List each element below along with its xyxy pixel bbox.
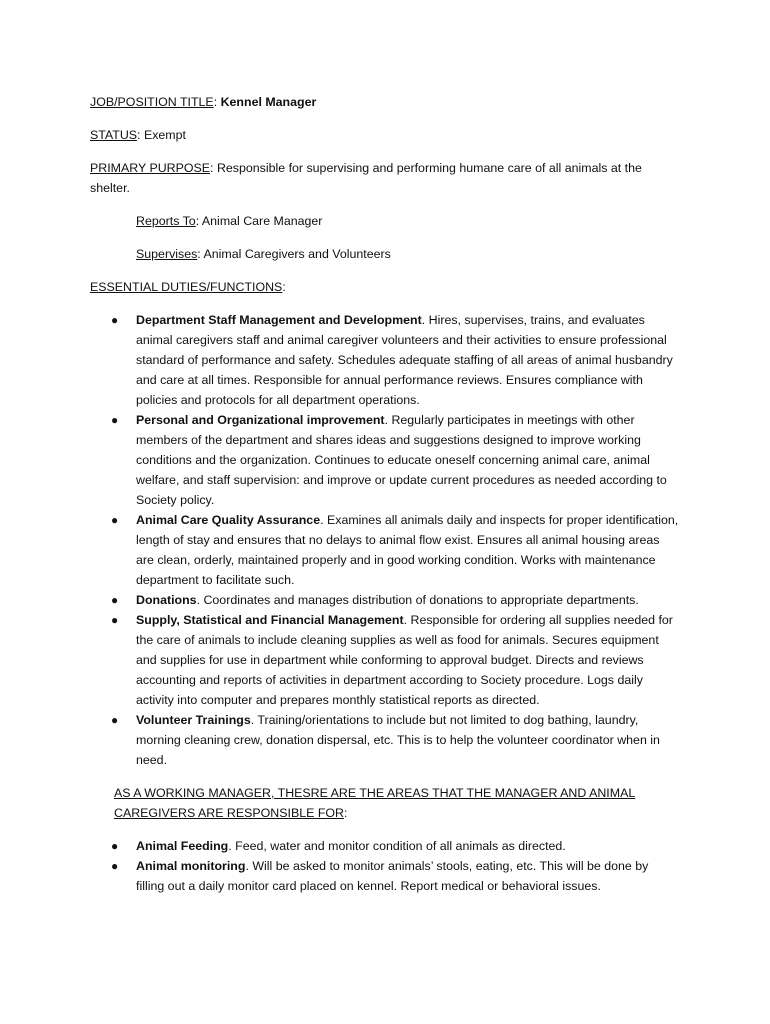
- primary-purpose-text: Responsible for supervising and performing humane care of all animals at the shelter.: [90, 161, 642, 195]
- duty-title: Animal monitoring: [136, 859, 246, 873]
- duty-title: Volunteer Trainings: [136, 713, 251, 727]
- job-title-line: JOB/POSITION TITLE: Kennel Manager: [90, 95, 317, 109]
- primary-purpose: PRIMARY PURPOSE: Responsible for supervising and performing humane care of all animals at the shelter.: [90, 161, 642, 195]
- reports-to-line: Reports To: Animal Care Manager: [136, 214, 323, 228]
- status-line: STATUS: Exempt: [90, 128, 186, 142]
- list-item: ● Animal Care Quality Assurance. Examines all animals daily and inspects for proper identification, length of stay and ensures that no delays to animal flow exist. Ensures all animal housing areas are clean, orderly, maintained properly and in good working condition. Works with maintenance department to facilitate such.: [90, 510, 680, 590]
- duty-title: Department Staff Management and Development: [136, 313, 422, 327]
- duty-text: Feed, water and monitor condition of all animals as directed.: [235, 839, 566, 853]
- bullet-icon: ●: [111, 593, 119, 607]
- duty-text: Responsible for ordering all supplies needed for the care of animals to include cleaning supplies as well as food for animals. Secures equipment and supplies for use in department while conforming to approval budget. Directs and reviews accounting and reports of activities in department according to Society procedure. Logs daily activity into computer and prepares monthly statistical reports as directed.: [136, 613, 673, 707]
- bullet-icon: ●: [111, 859, 119, 873]
- bullet-icon: ●: [111, 413, 119, 427]
- primary-purpose-label: PRIMARY PURPOSE: [90, 161, 211, 175]
- working-manager-label: AS A WORKING MANAGER, THESRE ARE THE AREAS THAT THE MANAGER AND ANIMAL CAREGIVERS ARE RESPONSIBLE FOR: [114, 786, 636, 820]
- bullet-icon: ●: [111, 613, 119, 627]
- duty-text: Regularly participates in meetings with other members of the department and shares ideas and suggestions designed to improve working conditions and the organization. Continues to educate oneself concerning animal care, animal welfare, and staff supervision: and improve or update current procedures as needed according to Society policy.: [136, 413, 667, 507]
- duty-title: Donations: [136, 593, 197, 607]
- list-item: ● Personal and Organizational improvement. Regularly participates in meetings with other members of the department and shares ideas and suggestions designed to improve working conditions and the organization. Continues to educate oneself concerning animal care, animal welfare, and staff supervision: and improve or update current procedures as needed according to Society policy.: [90, 410, 680, 510]
- essential-duties-label: ESSENTIAL DUTIES/FUNCTIONS: [90, 280, 283, 294]
- job-title-value: Kennel Manager: [220, 95, 317, 109]
- status-value: Exempt: [143, 128, 186, 142]
- duty-title: Animal Feeding: [136, 839, 229, 853]
- duty-title: Personal and Organizational improvement: [136, 413, 385, 427]
- document-body: [90, 92, 680, 896]
- duty-text: Coordinates and manages distribution of donations to appropriate departments.: [203, 593, 639, 607]
- status-label: STATUS: [90, 128, 138, 142]
- supervises-label: Supervises: [136, 247, 198, 261]
- bullet-icon: ●: [111, 839, 119, 853]
- list-item: ● Donations. Coordinates and manages distribution of donations to appropriate departments.: [90, 590, 680, 610]
- duty-text: Examines all animals daily and inspects for proper identification, length of stay and ensures that no delays to animal flow exist. Ensures all animal housing areas are clean, orderly, maintained properly and in good working condition. Works with maintenance department to facilitate such.: [136, 513, 679, 587]
- list-item: ● Volunteer Trainings. Training/orientations to include but not limited to dog bathing, laundry, morning cleaning crew, donation dispersal, etc. This is to help the volunteer coordinator when in need.: [90, 710, 680, 770]
- list-item: ● Supply, Statistical and Financial Management. Responsible for ordering all supplies needed for the care of animals to include cleaning supplies as well as food for animals. Secures equipment and supplies for use in department while conforming to approval budget. Directs and reviews accounting and reports of activities in department according to Society procedure. Logs daily activity into computer and prepares monthly statistical reports as directed.: [90, 610, 680, 710]
- bullet-icon: ●: [111, 513, 119, 527]
- supervises-value: Animal Caregivers and Volunteers: [203, 247, 391, 261]
- working-manager-list: [90, 836, 680, 896]
- duty-text: Training/orientations to include but not limited to dog bathing, laundry, morning cleaning crew, donation dispersal, etc. This is to help the volunteer coordinator when in need.: [136, 713, 660, 767]
- duty-title: Supply, Statistical and Financial Management: [136, 613, 404, 627]
- essential-duties-heading: ESSENTIAL DUTIES/FUNCTIONS:: [90, 280, 286, 294]
- duty-title: Animal Care Quality Assurance: [136, 513, 321, 527]
- reports-to-label: Reports To: [136, 214, 196, 228]
- job-title-label: JOB/POSITION TITLE: [90, 95, 214, 109]
- list-item: ● Animal Feeding. Feed, water and monitor condition of all animals as directed.: [90, 836, 680, 856]
- list-item: ● Department Staff Management and Development. Hires, supervises, trains, and evaluates animal caregivers staff and animal caregiver volunteers and their activities to ensure professional standard of performance and safety. Schedules adequate staffing of all areas of animal husbandry and care at all times. Responsible for annual performance reviews. Ensures compliance with policies and protocols for all department operations.: [90, 310, 680, 410]
- duty-text: Hires, supervises, trains, and evaluates animal caregivers staff and animal caregiver volunteers and their activities to ensure professional standard of performance and safety. Schedules adequate staffing of all areas of animal husbandry and care at all times. Responsible for annual performance reviews. Ensures compliance with policies and protocols for all department operations.: [136, 313, 673, 407]
- essential-duties-list: [90, 310, 680, 770]
- reports-to-value: Animal Care Manager: [201, 214, 323, 228]
- list-item: ● Animal monitoring. Will be asked to monitor animals’ stools, eating, etc. This will be done by filling out a daily monitor card placed on kennel. Report medical or behavioral issues.: [90, 856, 680, 896]
- supervises-line: Supervises: Animal Caregivers and Volunteers: [136, 247, 391, 261]
- working-manager-heading: AS A WORKING MANAGER, THESRE ARE THE AREAS THAT THE MANAGER AND ANIMAL CAREGIVERS ARE RESPONSIBLE FOR:: [114, 786, 636, 820]
- bullet-icon: ●: [111, 713, 119, 727]
- bullet-icon: ●: [111, 313, 119, 327]
- duty-text: Will be asked to monitor animals’ stools, eating, etc. This will be done by filling out a daily monitor card placed on kennel. Report medical or behavioral issues.: [136, 859, 649, 893]
